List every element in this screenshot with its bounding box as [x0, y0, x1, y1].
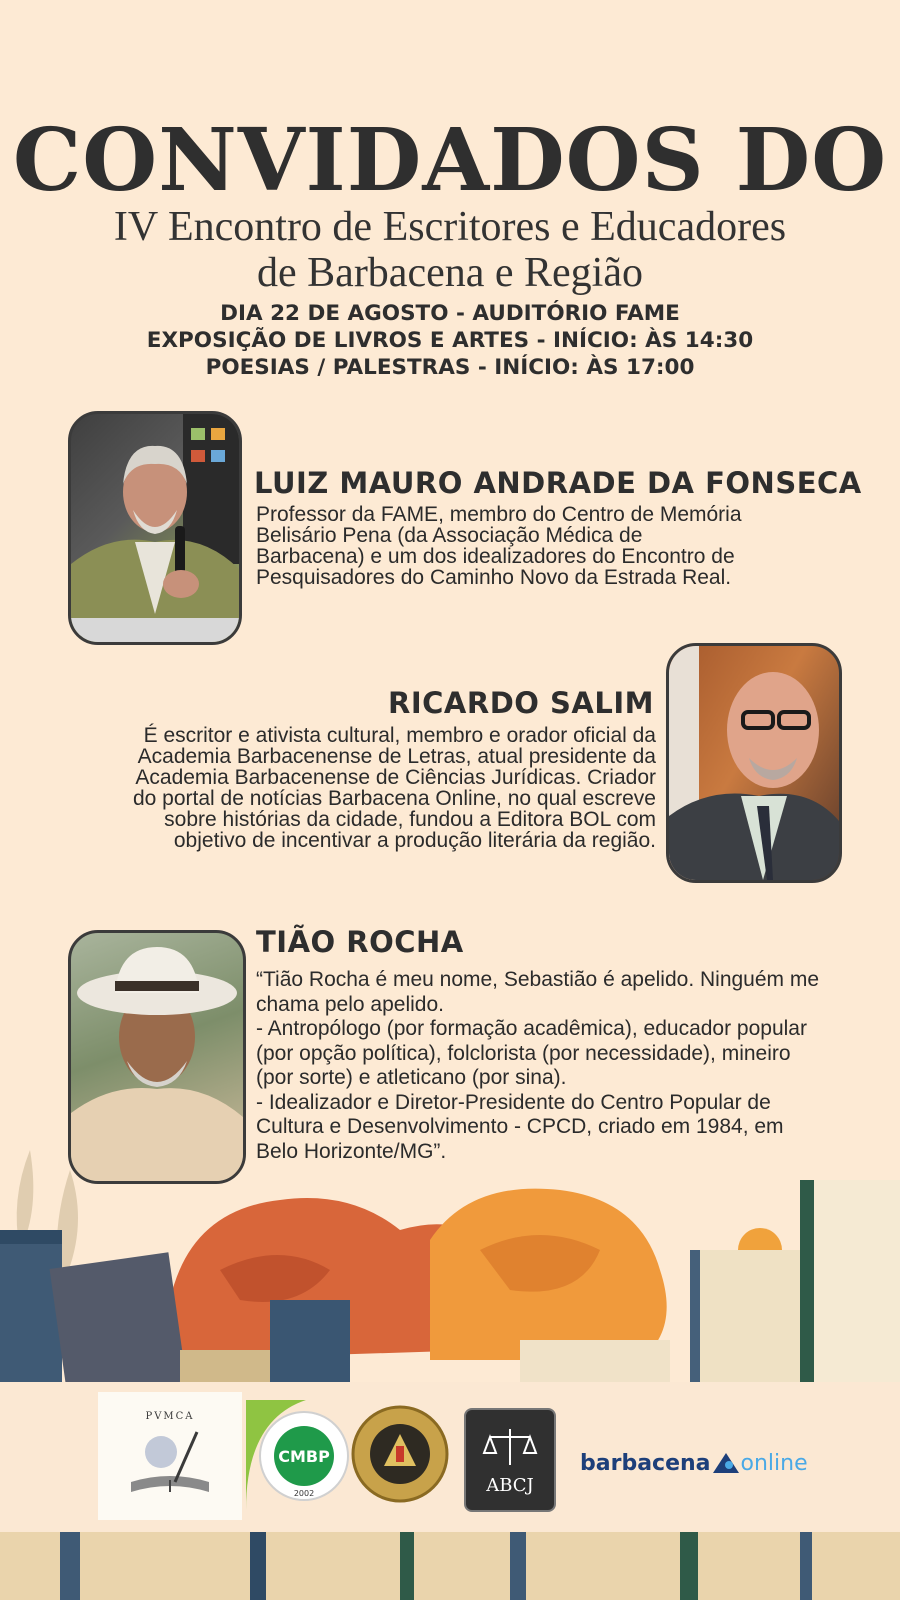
guest-bio-ricardo-salim [60, 725, 656, 851]
guest-photo-luiz-mauro [68, 411, 242, 645]
abcj-logo [464, 1408, 556, 1512]
bio-line: Belo Horizonte/MG”. [256, 1139, 447, 1163]
academia-barbacenense-letras-seal [350, 1404, 450, 1504]
online-logo-text: online [740, 1450, 808, 1476]
bio-line: chama pelo apelido. [256, 992, 444, 1016]
guest-photo-ricardo-salim [666, 643, 842, 883]
guest-bio-luiz-mauro [256, 504, 856, 588]
bio-line: (por opção política), folclorista (por necessidade), mineiro [256, 1041, 791, 1065]
subtitle-line-1: IV Encontro de Escritores e Educadores [113, 204, 787, 250]
bio-line: do portal de notícias Barbacena Online, no qual escreve [132, 787, 656, 810]
cmbp-logo [246, 1400, 350, 1510]
open-book-with-quill-icon [125, 1422, 215, 1502]
bio-line: sobre histórias da cidade, fundou a Editora BOL com [164, 808, 656, 831]
info-exhibition: EXPOSIÇÃO DE LIVROS E ARTES - INÍCIO: ÀS 14:30 [146, 328, 754, 353]
barbacena-logo-text: barbacena [580, 1450, 711, 1476]
bio-line: - Idealizador e Diretor-Presidente do Centro Popular de [256, 1090, 771, 1114]
abcj-text: ABCJ [486, 1474, 534, 1496]
bio-line: Academia Barbacenense de Ciências Jurídicas. Criador [135, 766, 656, 789]
pvmca-logo-text: PVMCA [145, 1410, 195, 1422]
scales-of-justice-icon [480, 1425, 540, 1469]
guest-name-tiao-rocha: TIÃO ROCHA [256, 925, 464, 959]
guest-name-luiz-mauro: LUIZ MAURO ANDRADE DA FONSECA [254, 466, 862, 500]
guest-bio-tiao-rocha [256, 968, 896, 1164]
bio-line: Cultura e Desenvolvimento - CPCD, criado em 1984, em [256, 1115, 784, 1138]
portrait-man-with-microphone-icon [71, 414, 239, 642]
triangle-logo-icon [711, 1451, 741, 1475]
cmbp-badge-icon [246, 1400, 350, 1510]
subtitle-line-2: de Barbacena e Região [257, 250, 643, 296]
bio-line: Academia Barbacenense de Letras, atual presidente da [137, 745, 656, 768]
poster-title: CONVIDADOS DO [12, 110, 888, 211]
bio-line: Barbacena) e um dos idealizadores do Encontro de [256, 545, 735, 568]
portrait-man-with-glasses-icon [669, 646, 839, 880]
info-date: DIA 22 DE AGOSTO - AUDITÓRIO FAME [220, 301, 680, 326]
info-talks: POESIAS / PALESTRAS - INÍCIO: ÀS 17:00 [205, 355, 695, 380]
seal-icon [350, 1404, 450, 1504]
bio-line: Belisário Pena (da Associação Médica de [256, 524, 643, 547]
bio-line: objetivo de incentivar a produção literária da região. [173, 829, 656, 852]
portrait-man-with-hat-icon [71, 933, 243, 1181]
bio-line: É escritor e ativista cultural, membro e orador oficial da [143, 724, 656, 747]
bio-line: “Tião Rocha é meu nome, Sebastião é apelido. Ninguém me [256, 968, 820, 991]
guest-photo-tiao-rocha [68, 930, 246, 1184]
event-subtitle [40, 204, 860, 296]
bottom-books-strip [0, 1532, 900, 1600]
barbacena-online-logo [580, 1448, 808, 1478]
bio-line: - Antropólogo (por formação acadêmica), educador popular [256, 1017, 807, 1040]
bio-line: Pesquisadores do Caminho Novo da Estrada Real. [256, 566, 732, 589]
guest-name-ricardo-salim: RICARDO SALIM [388, 686, 654, 720]
pvmca-logo [98, 1392, 242, 1520]
bio-line: (por sorte) e atleticano (por sina). [256, 1066, 567, 1089]
bio-line: Professor da FAME, membro do Centro de Memória [256, 503, 742, 526]
cmbp-year: 2002 [293, 1489, 315, 1498]
cmbp-text: CMBP [278, 1447, 330, 1466]
event-info [0, 300, 900, 381]
